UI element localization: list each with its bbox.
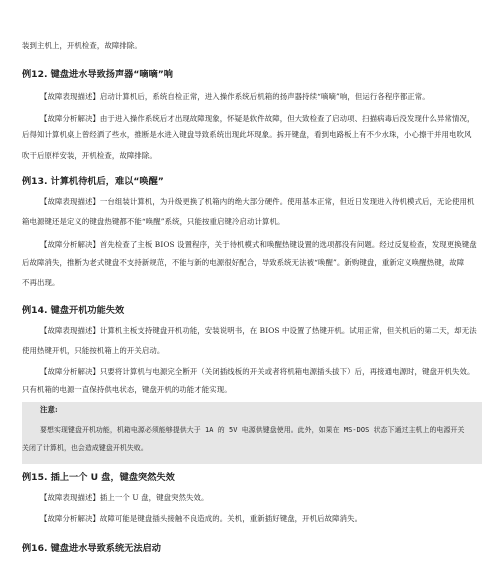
text-line: 使用热键开机，只能按机箱上的开关启动。: [22, 346, 165, 355]
text-line: 【故障分析解决】由于进入操作系统后才出现故障现象，怀疑是软件故障，但大致检查了启动项、扫描病毒后没发现什么异常情况，: [40, 114, 475, 123]
text-line: 【故障分析解决】首先检查了主板 BIOS 设置程序，关于待机模式和唤醒热键设置的选项都没有问题。经过反复检查，发现更换键盘: [40, 240, 477, 249]
section-heading: 例14. 键盘开机功能失效: [22, 305, 125, 316]
text-line: 【故障分析解决】故障可能是键盘插头接触不良造成的。关机，重新插好键盘，开机后故障消失。: [40, 514, 363, 523]
note-line: 要想实现键盘开机功能，机箱电源必须能够提供大于 1A 的 5V 电源供键盘使用。此外，如果在 MS-DOS 状态下通过主机上的电源开关: [40, 426, 465, 434]
section-heading: 例16. 键盘进水导致系统无法启动: [22, 543, 161, 554]
text-line: 箱电源键还是定义的键盘热键都不能“唤醒”系统，只能按重启键冷启动计算机。: [22, 217, 285, 226]
text-line: 装到主机上，开机检查，故障排除。: [22, 41, 142, 50]
text-line: 不再出现。: [22, 278, 60, 287]
note-line: 关闭了计算机，也会造成键盘开机失败。: [22, 444, 148, 452]
section-heading: 例13. 计算机待机后，难以“唤醒”: [22, 176, 164, 187]
text-line: 【故障分析解决】只要将计算机与电源完全断开（关闭插线板的开关或者将机箱电源插头拔下）后，再接通电源时，键盘开机失效。: [40, 367, 475, 376]
text-line: 【故障表现描述】插上一个 U 盘，键盘突然失效。: [40, 493, 209, 502]
text-line: 【故障表现描述】计算机主板支持键盘开机功能，安装说明书，在 BIOS 中设置了热键开机。试用正常，但关机后的第二天，却无法: [40, 326, 477, 335]
text-line: 吹干后原样安装，开机检查，故障排除。: [22, 151, 157, 160]
text-line: 【故障表现描述】启动计算机后，系统自检正常，进入操作系统后机箱的扬声器持续“嘀嘀”响，但运行各程序都正常。: [40, 92, 430, 101]
section-heading: 例12. 键盘进水导致扬声器“嘀嘀”响: [22, 69, 173, 80]
text-line: 后故障消失，推断为老式键盘不支持新规范，不能与新的电源很好配合，导致系统无法被“唤醒”。新购键盘，重新定义唤醒热键，故障: [22, 258, 465, 267]
text-line: 【故障表现描述】一台组装计算机，为升级更换了机箱内的绝大部分硬件。使用基本正常，但近日发现进入待机模式后，无论使用机: [40, 197, 475, 206]
text-line: 后得知计算机桌上曾经洒了些水，推断是水进入键盘导致系统出现此坏现象。拆开键盘，看到电路板上有不少水珠，小心擦干并用电吹风: [22, 130, 472, 139]
text-line: 只有机箱的电源一直保持供电状态，键盘开机的功能才能实现。: [22, 385, 232, 394]
note-title: 注意:: [40, 405, 58, 414]
section-heading: 例15. 插上一个 U 盘，键盘突然失效: [22, 472, 175, 483]
